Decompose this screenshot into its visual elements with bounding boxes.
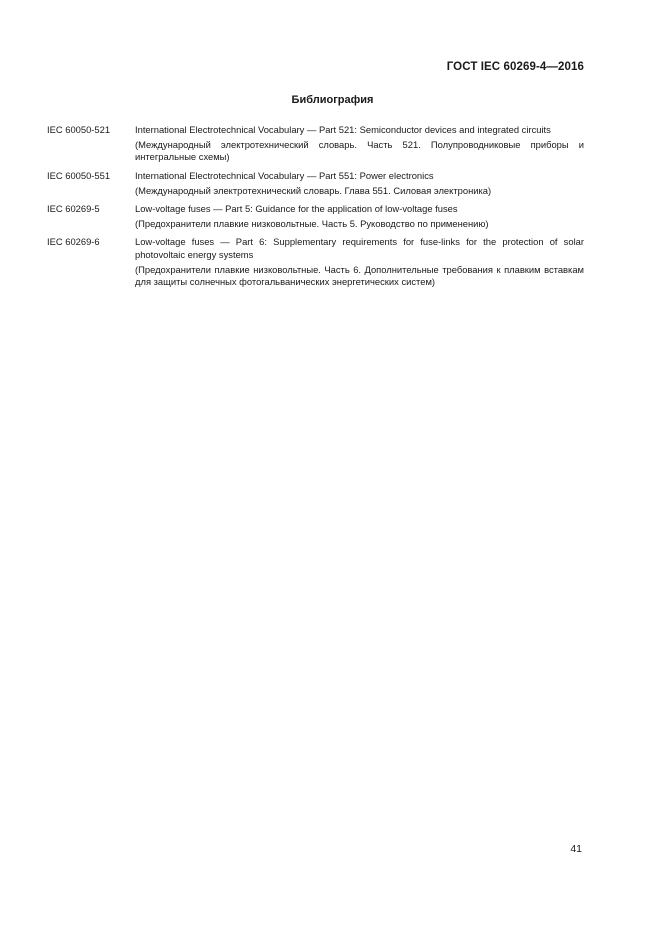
entry-title-en: Low-voltage fuses — Part 6: Supplementary requirements for fuse-links for the protection of solar photovoltaic energy systems: [135, 236, 584, 260]
bibliography-entry: [47, 236, 584, 288]
bibliography-entry: [47, 203, 584, 230]
entry-body: [135, 170, 584, 197]
entry-body: [135, 124, 584, 164]
bibliography-entry: [47, 124, 584, 164]
bibliography-entry: [47, 170, 584, 197]
entry-title-ru: (Предохранители плавкие низковольтные. Часть 5. Руководство по применению): [135, 218, 489, 230]
page-title: Библиография: [291, 94, 374, 106]
document-code-header: ГОСТ IEC 60269-4—2016: [446, 61, 584, 73]
entry-title-en: International Electrotechnical Vocabulary — Part 551: Power electronics: [135, 169, 434, 181]
entry-title-ru: (Международный электротехнический словарь. Часть 521. Полупроводниковые приборы и интегральные схемы): [135, 139, 584, 163]
entry-title-en: International Electrotechnical Vocabulary — Part 521: Semiconductor devices and integrated circuits: [135, 124, 551, 135]
entry-title-ru: (Предохранители плавкие низковольтные. Часть 6. Дополнительные требования к плавким вставкам для защиты солнечных фотогальванических энергетических систем): [135, 263, 584, 288]
entry-body: [135, 203, 584, 230]
entry-reference: IEC 60269-5: [47, 203, 100, 215]
bibliography-list: [47, 124, 584, 294]
page-number: 41: [570, 843, 582, 855]
entry-reference: IEC 60050-551: [47, 169, 111, 181]
entry-body: [135, 236, 584, 288]
entry-reference: IEC 60050-521: [47, 124, 111, 135]
entry-title-en: Low-voltage fuses — Part 5: Guidance for the application of low-voltage fuses: [135, 203, 458, 215]
entry-title-ru: (Международный электротехнический словарь. Глава 551. Силовая электроника): [135, 184, 492, 196]
entry-reference: IEC 60269-6: [47, 236, 100, 248]
